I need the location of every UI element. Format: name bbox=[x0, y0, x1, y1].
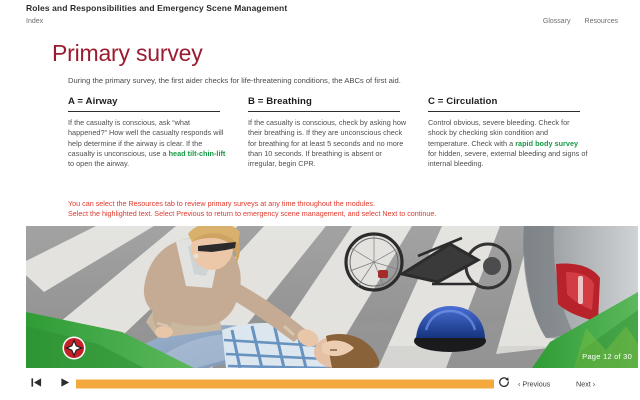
column-heading: B = Breathing bbox=[248, 96, 312, 107]
course-title: Roles and Responsibilities and Emergency Scene Management bbox=[26, 3, 288, 13]
page-indicator: Page 12 of 30 bbox=[582, 352, 632, 361]
column-body bbox=[68, 118, 228, 170]
link-head-tilt-chin-lift[interactable]: head tilt-chin-lift bbox=[168, 149, 226, 159]
st-john-ambulance-logo bbox=[63, 337, 86, 360]
scene-photo bbox=[26, 226, 638, 368]
progress-bar[interactable] bbox=[76, 380, 494, 389]
link-rapid-body-survey[interactable]: rapid body survey bbox=[515, 138, 579, 148]
intro-paragraph: During the primary survey, the first aider checks for life-threatening conditions, the ABCs of first aid. bbox=[68, 76, 401, 85]
column-circulation bbox=[428, 96, 588, 170]
progress-fill bbox=[76, 380, 494, 389]
column-divider bbox=[248, 111, 400, 112]
index-link[interactable]: Index bbox=[26, 18, 44, 25]
abc-columns bbox=[68, 96, 624, 170]
column-breathing bbox=[248, 96, 408, 170]
play-icon[interactable] bbox=[60, 375, 71, 393]
instruction-text bbox=[68, 199, 588, 220]
column-body-text: If the casualty is conscious, check by asking how their breathing is. If they are unconscious check for breathing for at least 5 seconds and no more than 10 seconds. If breathing is absent or irregular, begin CPR. bbox=[248, 118, 407, 169]
previous-button[interactable] bbox=[518, 380, 550, 389]
column-airway bbox=[68, 96, 228, 170]
rewind-icon[interactable] bbox=[31, 375, 42, 393]
replay-icon[interactable] bbox=[498, 375, 510, 393]
chevron-right-icon: › bbox=[592, 379, 596, 389]
column-body bbox=[428, 118, 588, 170]
column-body-text-tail: for hidden, severe, external bleeding and signs of internal bleeding. bbox=[428, 149, 588, 169]
column-body-text: If the casualty is conscious, ask “what happened?” How well the casualty responds will help determine if the airway is clear. If the casualty is unconscious, use a bbox=[68, 118, 224, 159]
next-label: Next bbox=[576, 379, 591, 389]
column-body-text: Control obvious, severe bleeding. Check for shock by checking skin condition and temperature. Check with a bbox=[428, 118, 570, 148]
chevron-left-icon: ‹ bbox=[518, 379, 521, 389]
resources-link[interactable]: Resources bbox=[584, 18, 618, 25]
previous-label: Previous bbox=[522, 379, 551, 389]
header-links bbox=[543, 18, 618, 25]
column-divider bbox=[428, 111, 580, 112]
instruction-line-2: Select the highlighted text. Select Previous to return to emergency scene management, and select Next to continue. bbox=[68, 209, 437, 219]
player-bar bbox=[0, 368, 640, 400]
column-body-text-tail: to open the airway. bbox=[68, 159, 130, 169]
next-button[interactable] bbox=[576, 380, 595, 389]
column-heading: C = Circulation bbox=[428, 96, 498, 107]
column-divider bbox=[68, 111, 220, 112]
instruction-line-1: You can select the Resources tab to review primary surveys at any time throughout the modules. bbox=[68, 199, 375, 208]
column-heading: A = Airway bbox=[68, 96, 118, 107]
glossary-link[interactable]: Glossary bbox=[542, 18, 571, 25]
page-title: Primary survey bbox=[52, 40, 203, 66]
column-body bbox=[248, 118, 408, 170]
scene-photo-illustration bbox=[26, 226, 638, 368]
